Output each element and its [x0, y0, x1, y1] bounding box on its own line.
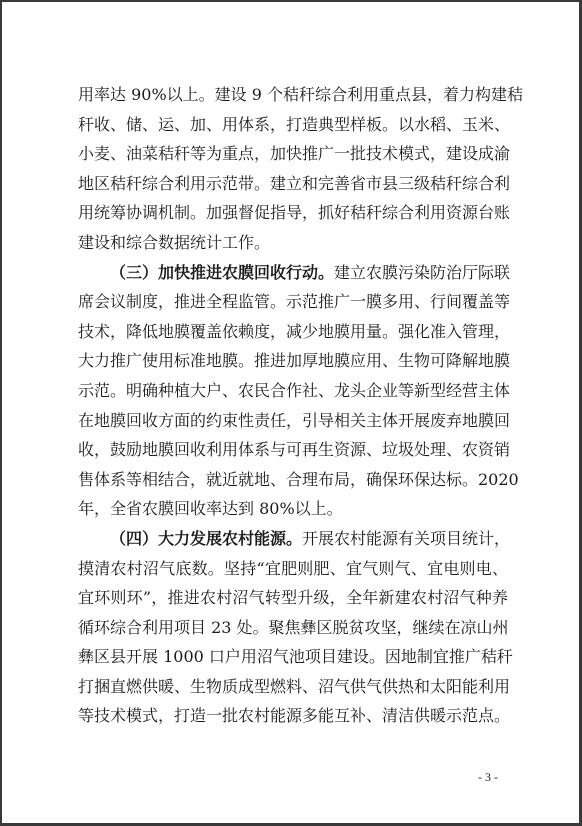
text-line: 在地膜回收方面的约束性责任，引导相关主体开展废弃地膜回 — [78, 410, 511, 430]
text-line: 循环综合利用项目 23 处。聚焦彝区脱贫攻坚，继续在凉山州 — [78, 617, 509, 637]
text-run: 建立农膜污染防治厅际联 — [334, 262, 511, 282]
text-line: 彝区县开展 1000 口户用沼气池项目建设。因地制宜推广秸秆 — [78, 647, 513, 667]
text-line: 秆收、储、运、加、用体系，打造典型样板。以水稻、玉米、 — [78, 114, 511, 134]
text-line: 用统筹协调机制。加强督促指导，抓好秸秆综合利用资源台账 — [78, 203, 511, 223]
text-line: 摸清农村沼气底数。坚持“宜肥则肥、宜气则气、宜电则电、 — [78, 558, 508, 578]
paragraph-film-recycling — [78, 258, 519, 524]
page-number: - 3 - — [478, 770, 498, 784]
page-edge-top — [0, 0, 582, 2]
text-line: 等技术模式，打造一批农村能源多能互补、清洁供暖示范点。 — [78, 706, 511, 726]
text-line: 示范。明确种植大户、农民合作社、龙头企业等新型经营主体 — [78, 380, 511, 400]
text-line: 打捆直燃供暖、生物质成型燃料、沼气供气供热和太阳能利用 — [78, 676, 511, 696]
text-line: 用率达 90%以上。建设 9 个秸秆综合利用重点县，着力构建秸 — [78, 85, 524, 104]
paragraph-first-line — [78, 524, 511, 554]
text-line: 大力推广使用标准地膜。推进加厚地膜应用、生物可降解地膜 — [78, 351, 511, 371]
document-body — [78, 80, 524, 731]
text-line: 年，全省农膜回收率达到 80%以上。 — [78, 499, 343, 519]
page-edge-left — [0, 0, 2, 826]
paragraph-rural-energy — [78, 524, 513, 731]
text-line: 技术，降低地膜覆盖依赖度，减少地膜用量。强化准入管理， — [78, 321, 511, 341]
text-run: 开展农村能源有关项目统计， — [302, 528, 511, 548]
text-line: 宜环则环”，推进农村沼气转型升级，全年新建农村沼气种养 — [78, 588, 508, 608]
text-line: 小麦、油菜秸秆等为重点，加快推广一批技术模式，建设成渝 — [78, 144, 511, 164]
paragraph-first-line — [78, 258, 511, 288]
section-heading: （四）大力发展农村能源。 — [110, 528, 303, 548]
text-line: 地区秸秆综合利用示范带。建立和完善省市县三级秸秆综合利 — [78, 173, 511, 193]
text-line: 收，鼓励地膜回收利用体系与可再生资源、垃圾处理、农资销 — [78, 440, 511, 460]
text-line: 售体系等相结合，就近就地、合理布局，确保环保达标。2020 — [78, 469, 519, 489]
section-heading: （三）加快推进农膜回收行动。 — [110, 262, 335, 282]
text-line: 建设和综合数据统计工作。 — [78, 232, 271, 252]
paragraph-straw-utilization — [78, 80, 524, 258]
text-line: 席会议制度，推进全程监管。示范推广一膜多用、行间覆盖等 — [78, 292, 511, 312]
